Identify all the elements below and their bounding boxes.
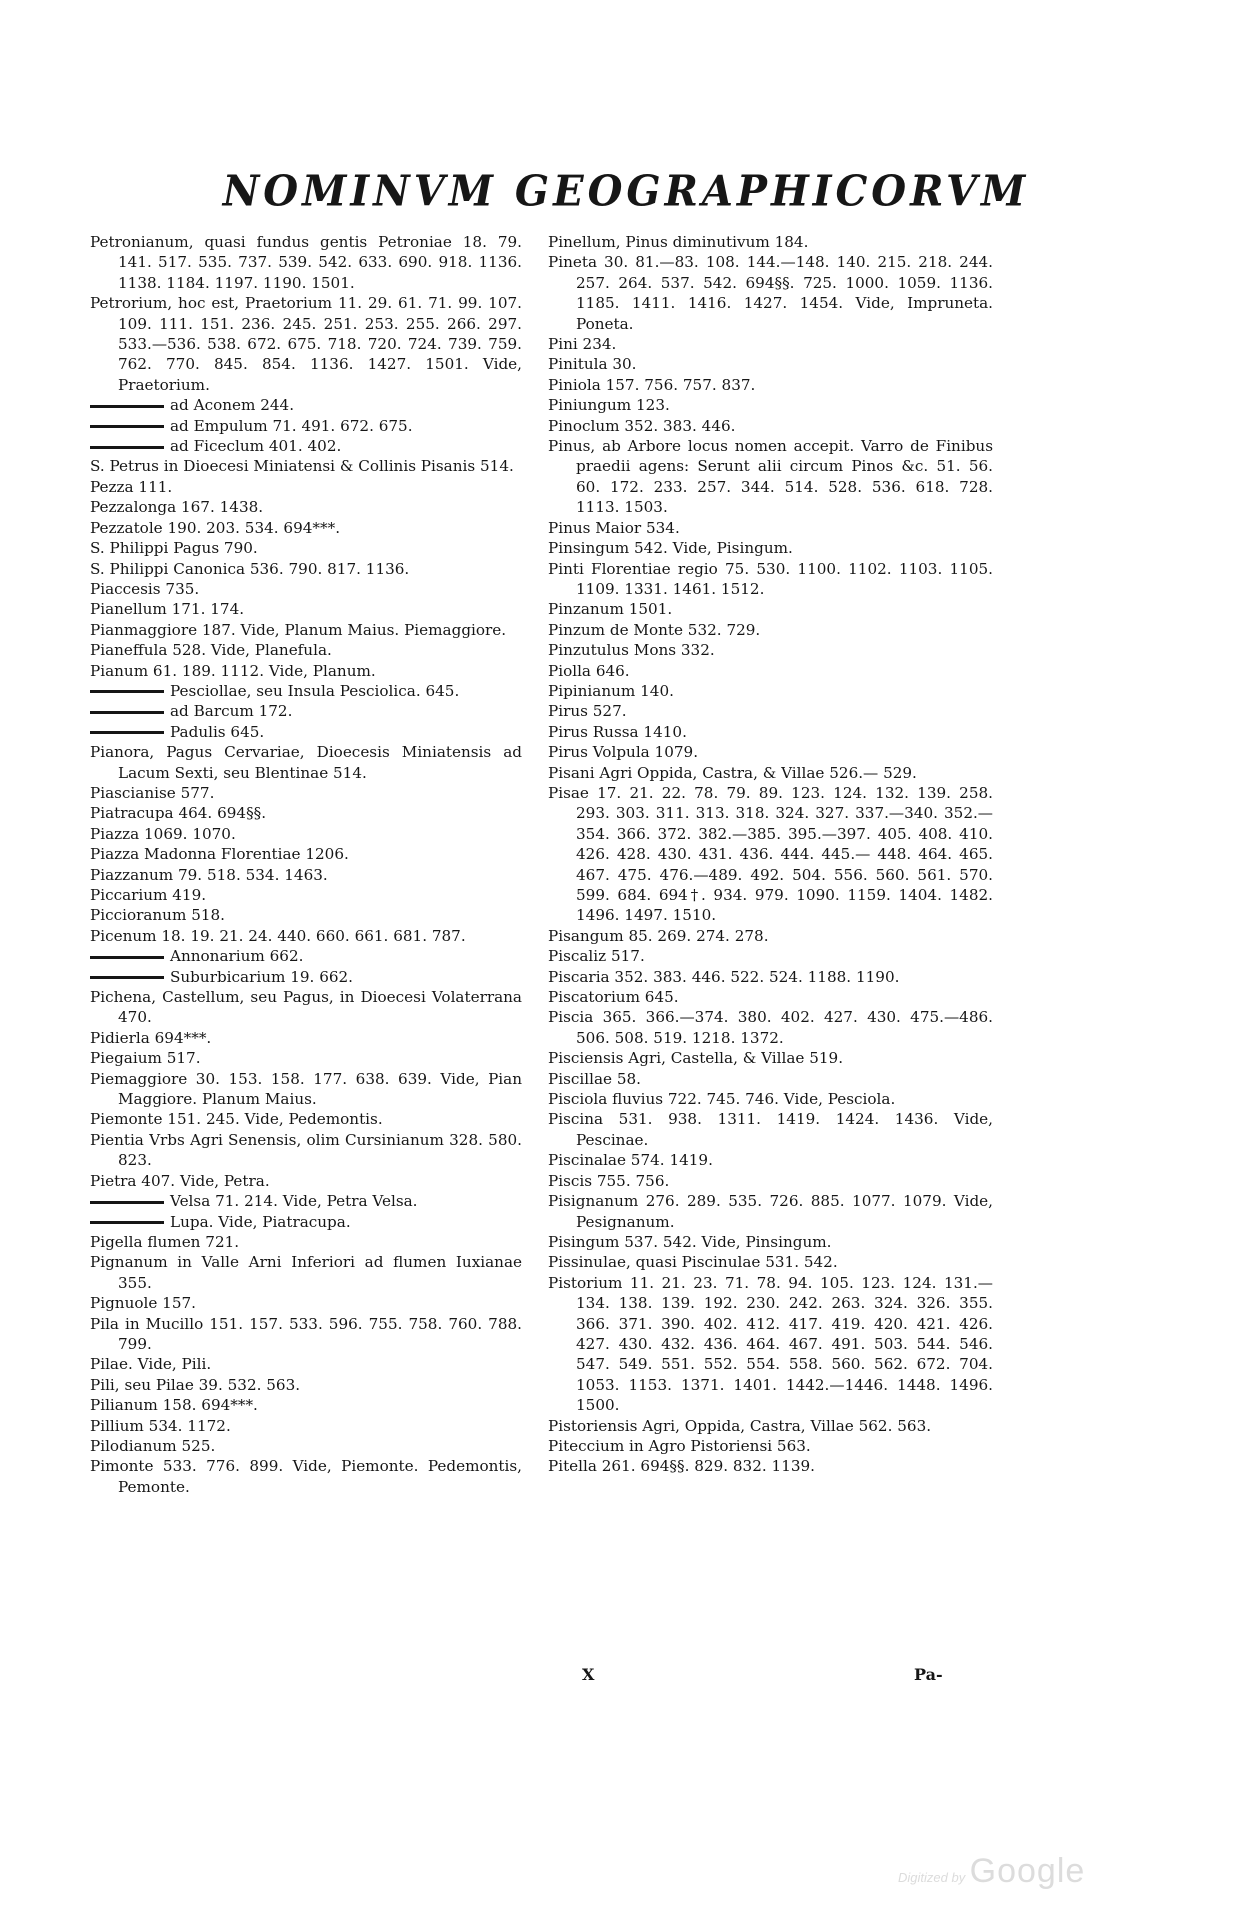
index-entry bbox=[548, 1048, 993, 1068]
entry-text: Pistorium 11. 21. 23. 71. 78. 94. 105. 123. 124. 131.—134. 138. 139. 192. 230. 242. 263. 324. 326. 355. 366. 371. 390. 402. 412. 417. 419. 420. 421. 426. 427. 430. 432. 436. 464. 467. 491. 503. 544. 546. 547. 549. 551. 552. 554. 558. 560. 562. 672. 704. 1053. 1153. 1371. 1401. 1442.—1446. 1448. 1496. 1500. bbox=[548, 1273, 993, 1415]
index-entry bbox=[548, 1069, 993, 1089]
entry-text: Pinellum, Pinus diminutivum 184. bbox=[548, 233, 809, 251]
entry-text: ad Aconem 244. bbox=[170, 396, 295, 415]
index-entry bbox=[548, 252, 993, 334]
index-entry bbox=[90, 477, 522, 497]
catchword: Pa- bbox=[914, 1665, 943, 1684]
index-entry bbox=[548, 926, 993, 946]
entry-text: Pezzalonga 167. 1438. bbox=[90, 498, 264, 517]
index-entry bbox=[548, 763, 993, 783]
index-entry bbox=[90, 926, 522, 946]
entry-text: Pinus, ab Arbore locus nomen accepit. Varro de Finibus praedii agens: Serunt alii circum Pinos &c. 51. 56. 60. 172. 233. 257. 344. 514. 528. 536. 618. 728. 1113. 1503. bbox=[548, 437, 993, 517]
index-entry bbox=[548, 395, 993, 415]
ditto-dash bbox=[90, 1201, 164, 1204]
index-entry bbox=[548, 1436, 993, 1456]
entry-text: Pinoclum 352. 383. 446. bbox=[548, 416, 736, 435]
index-entry bbox=[90, 1314, 522, 1355]
index-entry bbox=[548, 640, 993, 660]
index-entry bbox=[548, 375, 993, 395]
index-entry bbox=[90, 1171, 522, 1191]
index-entry bbox=[548, 783, 993, 926]
entry-text: Piemaggiore 30. 153. 158. 177. 638. 639. Vide, Pian Maggiore. Planum Maius. bbox=[90, 1069, 522, 1109]
entry-text: Padulis 645. bbox=[170, 722, 265, 741]
entry-text: Pichena, Castellum, seu Pagus, in Dioecesi Volaterrana 470. bbox=[90, 988, 522, 1027]
index-entry bbox=[548, 967, 993, 987]
index-entry bbox=[548, 1456, 993, 1476]
entry-text: Pillium 534. 1172. bbox=[90, 1416, 231, 1435]
entry-text: Piccioranum 518. bbox=[90, 906, 226, 925]
index-entry bbox=[90, 497, 522, 517]
index-entry bbox=[90, 1048, 522, 1068]
index-entry bbox=[90, 293, 522, 395]
index-entry bbox=[90, 599, 522, 619]
index-entry bbox=[90, 1069, 522, 1110]
index-entry bbox=[548, 681, 993, 701]
index-entry bbox=[90, 783, 522, 803]
index-entry bbox=[90, 661, 522, 681]
index-entry bbox=[548, 559, 993, 600]
entry-text: Annonarium 662. bbox=[170, 947, 304, 966]
entry-text: Pezzatole 190. 203. 534. 694***. bbox=[90, 518, 341, 537]
index-entry bbox=[90, 559, 522, 579]
entry-text: Piteccium in Agro Pistoriensi 563. bbox=[548, 1436, 811, 1455]
entry-text: Velsa 71. 214. Vide, Petra Velsa. bbox=[170, 1192, 418, 1211]
index-entry bbox=[90, 1212, 522, 1232]
entry-text: Pisciensis Agri, Castella, & Villae 519. bbox=[548, 1049, 844, 1068]
entry-text: ad Ficeclum 401. 402. bbox=[170, 437, 342, 456]
index-entry bbox=[90, 1232, 522, 1252]
ditto-dash bbox=[90, 976, 164, 979]
index-entry bbox=[548, 518, 993, 538]
index-entry bbox=[548, 1232, 993, 1252]
entry-text: Lupa. Vide, Piatracupa. bbox=[170, 1212, 351, 1231]
index-entry bbox=[90, 232, 522, 293]
index-entry bbox=[90, 436, 522, 456]
index-entry bbox=[548, 354, 993, 374]
entry-text: Pisani Agri Oppida, Castra, & Villae 526.— 529. bbox=[548, 763, 917, 782]
entry-text: Pisciola fluvius 722. 745. 746. Vide, Pesciola. bbox=[548, 1090, 896, 1109]
index-entry bbox=[548, 1109, 993, 1150]
entry-text: Pinti Florentiae regio 75. 530. 1100. 1102. 1103. 1105. 1109. 1331. 1461. 1512. bbox=[548, 559, 993, 598]
index-entry bbox=[90, 1028, 522, 1048]
index-entry bbox=[90, 701, 522, 721]
index-entry bbox=[90, 579, 522, 599]
index-entry bbox=[90, 1416, 522, 1436]
entry-text: Pisingum 537. 542. Vide, Pinsingum. bbox=[548, 1232, 832, 1251]
entry-text: Pisangum 85. 269. 274. 278. bbox=[548, 926, 769, 945]
index-entry bbox=[548, 334, 993, 354]
entry-text: Pipinianum 140. bbox=[548, 681, 674, 700]
entry-text: Pianora, Pagus Cervariae, Dioecesis Miniatensis ad Lacum Sexti, seu Blentinae 514. bbox=[90, 743, 522, 782]
index-entry bbox=[548, 946, 993, 966]
entry-text: Piniungum 123. bbox=[548, 396, 670, 415]
entry-text: Piscina 531. 938. 1311. 1419. 1424. 1436. Vide, Pescinae. bbox=[548, 1110, 993, 1149]
index-entry bbox=[548, 987, 993, 1007]
index-entry bbox=[90, 640, 522, 660]
entry-text: Piscaliz 517. bbox=[548, 947, 645, 966]
index-entry bbox=[90, 946, 522, 966]
entry-text: Pissinulae, quasi Piscinulae 531. 542. bbox=[548, 1253, 838, 1272]
index-entry bbox=[548, 416, 993, 436]
entry-text: Piazza 1069. 1070. bbox=[90, 824, 236, 843]
entry-text: Pirus Russa 1410. bbox=[548, 722, 687, 741]
entry-text: Piscaria 352. 383. 446. 522. 524. 1188. 1190. bbox=[548, 967, 900, 986]
entry-text: Pietra 407. Vide, Petra. bbox=[90, 1171, 270, 1190]
index-entry bbox=[548, 742, 993, 762]
watermark-brand: Google bbox=[969, 1852, 1086, 1890]
entry-text: Piscinalae 574. 1419. bbox=[548, 1151, 713, 1170]
index-entry bbox=[548, 1252, 993, 1272]
entry-text: Suburbicarium 19. 662. bbox=[170, 967, 354, 986]
index-entry bbox=[90, 1395, 522, 1415]
entry-text: Pinsingum 542. Vide, Pisingum. bbox=[548, 539, 793, 558]
signature-mark: X bbox=[582, 1665, 595, 1684]
index-entry bbox=[90, 865, 522, 885]
entry-text: Pinzanum 1501. bbox=[548, 600, 673, 619]
entry-text: Pitella 261. 694§§. 829. 832. 1139. bbox=[548, 1457, 816, 1476]
index-entry bbox=[90, 538, 522, 558]
index-entry bbox=[90, 1436, 522, 1456]
entry-text: Petrorium, hoc est, Praetorium 11. 29. 61. 71. 99. 107. 109. 111. 151. 236. 245. 251. 253. 255. 266. 297. 533.—536. 538. 672. 675. 718. 720. 724. 739. 759. 762. 770. 845. 854. 1136. 1427. 1501. Vide, Praetorium. bbox=[90, 294, 522, 394]
index-entry bbox=[90, 1130, 522, 1171]
entry-text: Piazza Madonna Florentiae 1206. bbox=[90, 845, 349, 864]
entry-text: Pineta 30. 81.—83. 108. 144.—148. 140. 215. 218. 244. 257. 264. 537. 542. 694§§. 725. 1000. 1059. 1136. 1185. 1411. 1416. 1427. 1454. Vide, Impruneta. Poneta. bbox=[548, 253, 993, 333]
index-entry bbox=[548, 1191, 993, 1232]
index-entry bbox=[90, 905, 522, 925]
entry-text: Piscia 365. 366.—374. 380. 402. 427. 430. 475.—486. 506. 508. 519. 1218. 1372. bbox=[548, 1008, 993, 1047]
index-entry bbox=[548, 436, 993, 518]
entry-text: Piccarium 419. bbox=[90, 886, 207, 904]
index-entry bbox=[548, 232, 993, 252]
entry-text: Pimonte 533. 776. 899. Vide, Piemonte. Pedemontis, Pemonte. bbox=[90, 1457, 522, 1496]
ditto-dash bbox=[90, 731, 164, 734]
index-entry bbox=[90, 1456, 522, 1497]
entry-text: Pianellum 171. 174. bbox=[90, 600, 245, 619]
entry-text: Piaccesis 735. bbox=[90, 579, 200, 598]
index-entry bbox=[90, 395, 522, 415]
entry-text: Pinzum de Monte 532. 729. bbox=[548, 620, 761, 639]
google-watermark bbox=[898, 1852, 1085, 1891]
ditto-dash bbox=[90, 690, 164, 693]
index-entry bbox=[548, 1171, 993, 1191]
entry-text: Pigella flumen 721. bbox=[90, 1232, 240, 1251]
entry-text: S. Philippi Pagus 790. bbox=[90, 539, 258, 558]
entry-text: ad Empulum 71. 491. 672. 675. bbox=[170, 416, 413, 435]
ditto-dash bbox=[90, 425, 164, 428]
index-entry bbox=[90, 681, 522, 701]
ditto-dash bbox=[90, 446, 164, 449]
entry-text: Pinus Maior 534. bbox=[548, 518, 680, 537]
ditto-dash bbox=[90, 1221, 164, 1224]
entry-text: Piniola 157. 756. 757. 837. bbox=[548, 375, 756, 394]
entry-text: Pirus Volpula 1079. bbox=[548, 743, 699, 762]
index-entry bbox=[90, 620, 522, 640]
index-entry bbox=[90, 1191, 522, 1211]
index-entry bbox=[90, 1375, 522, 1395]
left-column bbox=[90, 232, 522, 1497]
index-entry bbox=[90, 456, 522, 476]
entry-text: Piemonte 151. 245. Vide, Pedemontis. bbox=[90, 1110, 383, 1129]
entry-text: Piolla 646. bbox=[548, 661, 630, 680]
index-entry bbox=[90, 824, 522, 844]
entry-text: Pidierla 694***. bbox=[90, 1028, 212, 1047]
entry-text: Piatracupa 464. 694§§. bbox=[90, 804, 267, 823]
index-entry bbox=[548, 1007, 993, 1048]
index-entry bbox=[548, 1150, 993, 1170]
index-entry bbox=[548, 538, 993, 558]
entry-text: Piazzanum 79. 518. 534. 1463. bbox=[90, 865, 328, 884]
entry-text: S. Petrus in Dioecesi Miniatensi & Collinis Pisanis 514. bbox=[90, 457, 514, 476]
index-entry bbox=[90, 885, 522, 905]
entry-text: Pisignanum 276. 289. 535. 726. 885. 1077. 1079. Vide, Pesignanum. bbox=[548, 1192, 993, 1231]
index-entry bbox=[548, 620, 993, 640]
entry-text: Pistoriensis Agri, Oppida, Castra, Villae 562. 563. bbox=[548, 1416, 932, 1435]
entry-text: S. Philippi Canonica 536. 790. 817. 1136. bbox=[90, 559, 410, 578]
entry-text: Piscillae 58. bbox=[548, 1069, 641, 1088]
entry-text: Pilae. Vide, Pili. bbox=[90, 1355, 212, 1374]
entry-text: Pinitula 30. bbox=[548, 355, 637, 374]
index-entry bbox=[548, 722, 993, 742]
entry-text: ad Barcum 172. bbox=[170, 702, 293, 721]
index-entry bbox=[90, 987, 522, 1028]
entry-text: Pili, seu Pilae 39. 532. 563. bbox=[90, 1375, 301, 1394]
index-entry bbox=[90, 967, 522, 987]
ditto-dash bbox=[90, 711, 164, 714]
index-entry bbox=[90, 803, 522, 823]
entry-text: Pilianum 158. 694***. bbox=[90, 1396, 258, 1415]
index-entry bbox=[90, 844, 522, 864]
entry-text: Pirus 527. bbox=[548, 702, 627, 721]
right-column bbox=[548, 232, 993, 1477]
entry-text: Pignuole 157. bbox=[90, 1294, 196, 1313]
entry-text: Pisae 17. 21. 22. 78. 79. 89. 123. 124. 132. 139. 258. 293. 303. 311. 313. 318. 324. 327. 337.—340. 352.—354. 366. 372. 382.—385. 395.—397. 405. 408. 410. 426. 428. 430. 431. 436. 444. 445.— 448. 464. 465. 467. 475. 476.—489. 492. 504. 556. 560. 561. 570. 599. 684. 694†. 934. 979. 1090. 1159. 1404. 1482. 1496. 1497. 1510. bbox=[548, 783, 993, 925]
index-entry bbox=[90, 1354, 522, 1374]
entry-text: Pini 234. bbox=[548, 335, 617, 354]
entry-text: Pezza 111. bbox=[90, 477, 173, 496]
entry-text: Pianeffula 528. Vide, Planefula. bbox=[90, 641, 332, 660]
entry-text: Petronianum, quasi fundus gentis Petroniae 18. 79. 141. 517. 535. 737. 539. 542. 633. 690. 918. 1136. 1138. 1184. 1197. 1190. 1501. bbox=[90, 233, 522, 292]
index-entry bbox=[90, 518, 522, 538]
index-entry bbox=[90, 1109, 522, 1129]
index-entry bbox=[548, 701, 993, 721]
entry-text: Pignanum in Valle Arni Inferiori ad flumen Iuxianae 355. bbox=[90, 1253, 522, 1292]
entry-text: Piascianise 577. bbox=[90, 783, 215, 802]
index-entry bbox=[90, 742, 522, 783]
page-title: NOMINVM GEOGRAPHICORVM bbox=[222, 166, 1030, 217]
entry-text: Picenum 18. 19. 21. 24. 440. 660. 661. 681. 787. bbox=[90, 926, 466, 945]
index-entry bbox=[548, 599, 993, 619]
index-entry bbox=[548, 1089, 993, 1109]
entry-text: Pinzutulus Mons 332. bbox=[548, 641, 715, 660]
entry-text: Pientia Vrbs Agri Senensis, olim Cursinianum 328. 580. 823. bbox=[90, 1130, 522, 1170]
watermark-prefix: Digitized by bbox=[898, 1870, 966, 1885]
ditto-dash bbox=[90, 956, 164, 959]
entry-text: Pianmaggiore 187. Vide, Planum Maius. Piemaggiore. bbox=[90, 620, 507, 639]
entry-text: Piegaium 517. bbox=[90, 1049, 201, 1068]
index-entry bbox=[548, 1273, 993, 1416]
index-entry bbox=[548, 1416, 993, 1436]
index-entry bbox=[548, 661, 993, 681]
entry-text: Pianum 61. 189. 1112. Vide, Planum. bbox=[90, 661, 376, 680]
entry-text: Pilodianum 525. bbox=[90, 1436, 216, 1455]
ditto-dash bbox=[90, 405, 164, 408]
entry-text: Piscatorium 645. bbox=[548, 988, 679, 1007]
index-entry bbox=[90, 1293, 522, 1313]
index-entry bbox=[90, 416, 522, 436]
entry-text: Pesciollae, seu Insula Pesciolica. 645. bbox=[170, 681, 460, 700]
entry-text: Pila in Mucillo 151. 157. 533. 596. 755. 758. 760. 788. 799. bbox=[90, 1314, 522, 1353]
index-entry bbox=[90, 1252, 522, 1293]
entry-text: Piscis 755. 756. bbox=[548, 1171, 670, 1190]
index-entry bbox=[90, 722, 522, 742]
